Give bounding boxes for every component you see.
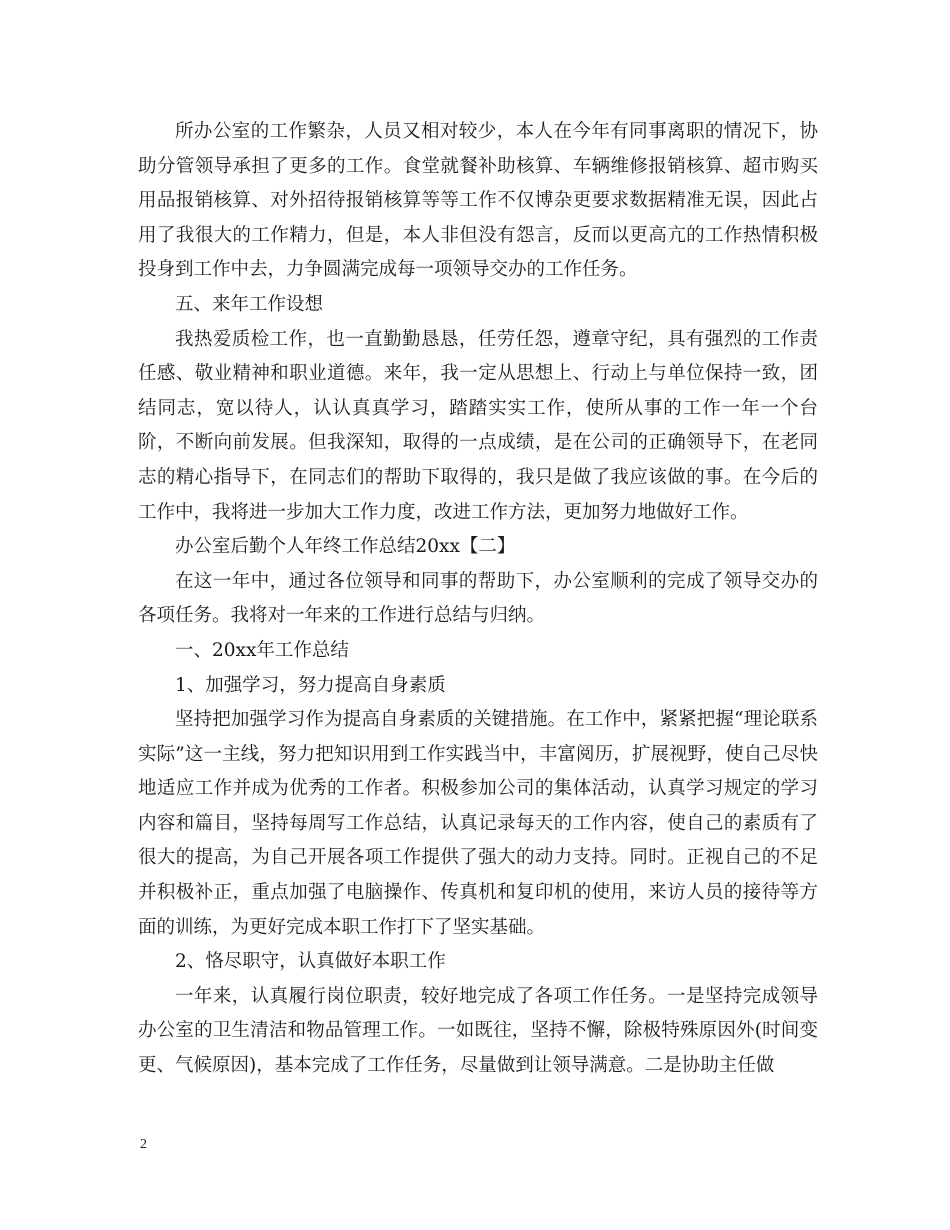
paragraph-learning: 坚持把加强学习作为提高自身素质的关键措施。在工作中，紧紧把握“理论联系实际”这一主线，努力把知识用到工作实践当中，丰富阅历，扩展视野，使自己尽快地适应工作并成为优秀的工作者。积极参加公司的集体活动，认真学习规定的学习内容和篇目，坚持每周写工作总结，认真记录每天的工作内容，使自己的素质有了很大的提高，为自己开展各项工作提供了强大的动力支持。同时。正视自己的不足并积极补正，重点加强了电脑操作、传真机和复印机的使用，来访人员的接待等方面的训练，为更好完成本职工作打下了坚实基础。 (138, 709, 818, 938)
section-title-part-two: 办公室后勤个人年终工作总结20xx【二】 (175, 536, 516, 558)
paragraph-duty: 一年来，认真履行岗位职责，较好地完成了各项工作任务。一是坚持完成领导办公室的卫生清洁和物品管理工作。一如既往，坚持不懈，除极特殊原因外(时间变更、气候原因)，基本完成了工作任务，尽量做到让领导满意。二是协助主任做 (138, 985, 818, 1077)
heading-annual-summary: 一、20xx年工作总结 (175, 639, 349, 661)
paragraph-office-workload: 所办公室的工作繁杂，人员又相对较少，本人在今年有同事离职的情况下，协助分管领导承担了更多的工作。食堂就餐补助核算、车辆维修报销核算、超市购买用品报销核算、对外招待报销核算等等工作不仅博杂更要求数据精准无误，因此占用了我很大的工作精力，但是，本人非但没有怨言，反而以更高亢的工作热情积极投身到工作中去，力争圆满完成每一项领导交办的工作任务。 (138, 121, 818, 281)
heading-duty: 2、恪尽职守，认真做好本职工作 (175, 951, 446, 973)
heading-strengthen-learning: 1、加强学习，努力提高自身素质 (175, 674, 446, 696)
paragraph-intro: 在这一年中，通过各位领导和同事的帮助下，办公室顺利的完成了领导交办的各项任务。我将对一年来的工作进行总结与归纳。 (138, 570, 818, 627)
paragraph-work-attitude: 我热爱质检工作，也一直勤勤恳恳，任劳任怨，遵章守纪，具有强烈的工作责任感、敬业精神和职业道德。来年，我一定从思想上、行动上与单位保持一致，团结同志，宽以待人，认认真真学习，踏踏实实工作，使所从事的工作一年一个台阶，不断向前发展。但我深知，取得的一点成绩，是在公司的正确领导下，在老同志的精心指导下，在同志们的帮助下取得的，我只是做了我应该做的事。在今后的工作中，我将进一步加大工作力度，改进工作方法，更加努力地做好工作。 (138, 328, 818, 523)
page-number: 2 (140, 1137, 147, 1152)
document-body (138, 115, 818, 1084)
heading-next-year-plan: 五、来年工作设想 (175, 293, 324, 315)
